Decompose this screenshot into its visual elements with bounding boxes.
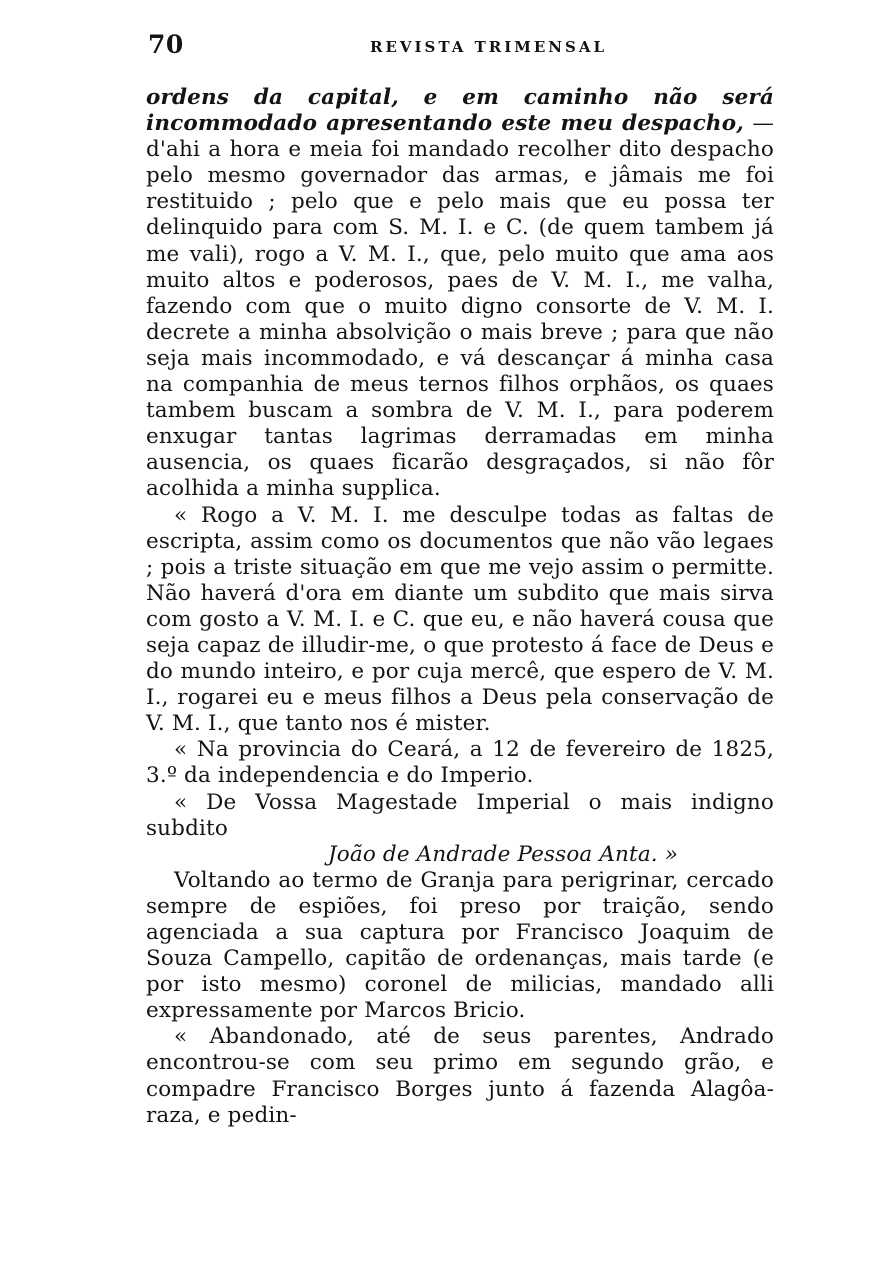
italic-lead-text: ordens da capital, e em caminho não será incommodado apresentando este meu despacho,	[146, 85, 774, 137]
paragraph-apology: « Rogo a V. M. I. me desculpe todas as faltas de escripta, assim como os documentos que não vão legaes ; pois a triste situação em que me vejo assim o permitte. Não haverá d'ora em diante um subdito que mais sirva com gosto a V. M. I. e C. que eu, e não haverá cousa que seja capaz de illudir-me, o que protesto á face de Deus e do mundo inteiro, e por cuja mercê, que espero de V. M. I., rogarei eu e meus filhos a Deus pela conservação de V. M. I., que tanto nos é mister.	[146, 502, 774, 737]
page-number: 70	[148, 30, 184, 59]
body-text	[146, 85, 774, 1129]
paragraph-continuation	[146, 85, 774, 503]
paragraph-place-date: « Na provincia do Ceará, a 12 de fevereiro de 1825, 3.º da independencia e do Imperio.	[146, 737, 774, 789]
page-header	[148, 30, 776, 60]
signature-line: João de Andrade Pessoa Anta. »	[328, 841, 679, 867]
paragraph-narrative-continued: « Abandonado, até de seus parentes, Andrado encontrou-se com seu primo em segundo grão, e compadre Francisco Borges junto á fazenda Alagôa-raza, e pedin-	[146, 1024, 774, 1128]
paragraph-narrative: Voltando ao termo de Granja para perigrinar, cercado sempre de espiões, foi preso por traição, sendo agenciada a sua captura por Francisco Joaquim de Souza Campello, capitão de ordenanças, mais tarde (e por isto mesmo) coronel de milicias, mandado alli expressamente por Marcos Bricio.	[146, 867, 774, 1024]
paragraph-closing: « De Vossa Magestade Imperial o mais indigno subdito	[146, 789, 774, 841]
running-head: REVISTA TRIMENSAL	[370, 38, 607, 56]
paragraph-text: — d'ahi a hora e meia foi mandado recolher dito despacho pelo mesmo governador das armas, e jâmais me foi restituido ; pelo que e pelo mais que eu possa ter delinquido para com S. M. I. e C. (de quem tambem já me vali), rogo a V. M. I., que, pelo muito que ama aos muito altos e poderosos, paes de V. M. I., me valha, fazendo com que o muito digno consorte de V. M. I. decrete a minha absolvição o mais breve ; para que não seja mais incommodado, e vá descançar á minha casa na companhia de meus ternos filhos orphãos, os quaes tambem buscam a sombra de V. M. I., para poderem enxugar tantas lagrimas derramadas em minha ausencia, os quaes ficarão desgraçados, si não fôr acolhida a minha supplica.	[146, 111, 774, 502]
